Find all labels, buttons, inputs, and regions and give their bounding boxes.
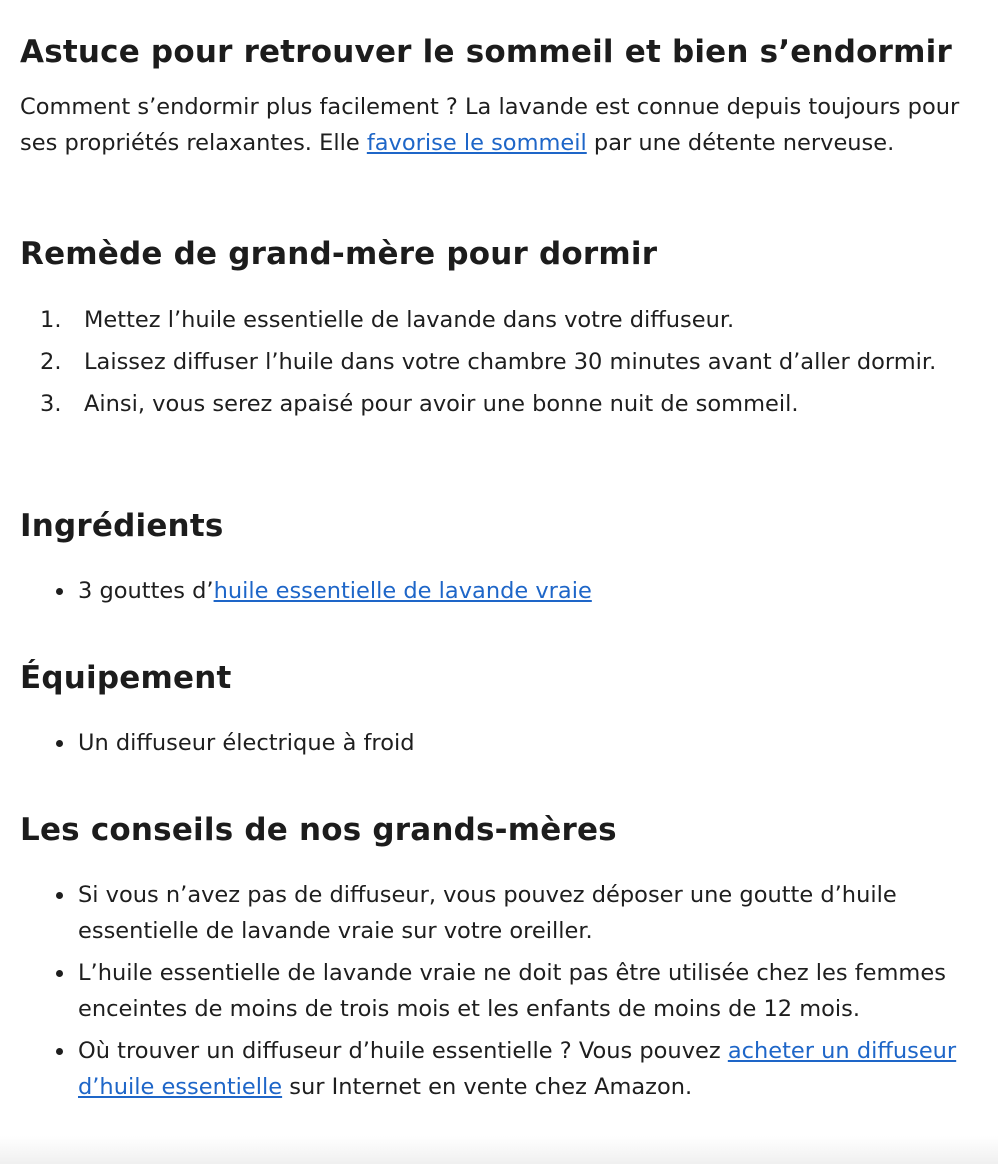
step-item <box>20 386 980 422</box>
equipement-item <box>20 725 980 761</box>
conseil-text: L’huile essentielle de lavande vraie ne doit pas être utilisée chez les femmes enceintes de moins de trois mois et les enfants de moins de 12 mois. <box>78 960 946 1022</box>
heading-equipement: Équipement <box>20 660 232 696</box>
bullet-icon <box>56 1048 63 1055</box>
intro-text-after: par une détente nerveuse. <box>586 130 895 156</box>
favorise-sommeil-link[interactable]: favorise le sommeil <box>366 130 587 156</box>
step-number: 3. <box>40 391 62 417</box>
intro-text-before: Comment s’endormir plus facilement ? La lavande est connue depuis toujours pour ses propriétés relaxantes. Elle <box>20 94 960 156</box>
bullet-icon <box>56 740 63 747</box>
acheter-diffuseur-link[interactable]: acheter un diffuseur d’huile essentielle <box>78 1038 957 1100</box>
ingredients-list <box>20 573 980 615</box>
bullet-icon <box>56 970 63 977</box>
conseil-item <box>20 1033 980 1105</box>
heading-ingredients: Ingrédients <box>20 508 224 544</box>
step-number: 2. <box>40 349 62 375</box>
bullet-icon <box>56 892 63 899</box>
equipement-list <box>20 725 980 767</box>
bottom-fade <box>0 1136 998 1164</box>
step-item <box>20 344 980 380</box>
intro-paragraph <box>20 89 980 161</box>
bullet-icon <box>56 588 63 595</box>
heading-remede-grand-mere: Remède de grand-mère pour dormir <box>20 236 658 272</box>
conseil-text-after: sur Internet en vente chez Amazon. <box>282 1074 693 1100</box>
steps-list <box>20 302 980 428</box>
conseil-item <box>20 877 980 949</box>
ingredient-prefix: 3 gouttes d’ <box>78 578 214 604</box>
conseil-text: Si vous n’avez pas de diffuseur, vous pouvez déposer une goutte d’huile essentielle de lavande vraie sur votre oreiller. <box>78 882 897 944</box>
huile-lavande-link[interactable]: huile essentielle de lavande vraie <box>213 578 592 604</box>
step-text: Laissez diffuser l’huile dans votre chambre 30 minutes avant d’aller dormir. <box>84 349 937 375</box>
conseil-text-before: Où trouver un diffuseur d’huile essentielle ? Vous pouvez <box>78 1038 728 1064</box>
step-item <box>20 302 980 338</box>
ingredient-item <box>20 573 980 609</box>
step-number: 1. <box>40 307 62 333</box>
heading-conseils-grands-meres: Les conseils de nos grands-mères <box>20 812 617 848</box>
step-text: Ainsi, vous serez apaisé pour avoir une bonne nuit de sommeil. <box>84 391 799 417</box>
conseils-list <box>20 877 980 1111</box>
step-text: Mettez l’huile essentielle de lavande dans votre diffuseur. <box>84 307 735 333</box>
conseil-item <box>20 955 980 1027</box>
equipement-text: Un diffuseur électrique à froid <box>78 730 415 756</box>
heading-astuce-sommeil: Astuce pour retrouver le sommeil et bien s’endormir <box>20 34 952 70</box>
